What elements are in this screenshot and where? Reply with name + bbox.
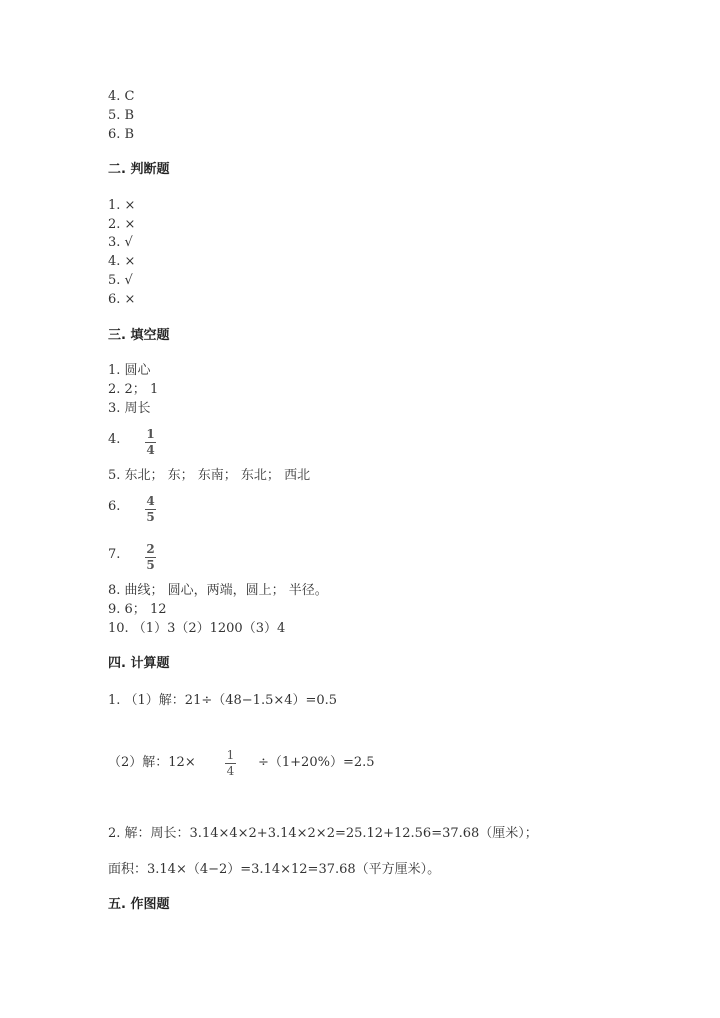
fill-answer-1: 1. 圆心 <box>108 363 151 378</box>
fraction-denominator: 4 <box>146 443 155 457</box>
fraction-numerator: 2 <box>146 542 155 556</box>
judgement-answer: 6. × <box>108 292 136 307</box>
calc-1-part-2-suffix: ÷（1+20%）=2.5 <box>258 755 375 770</box>
fill-answer-3: 3. 周长 <box>108 401 151 416</box>
fraction-two-fifths <box>145 543 156 571</box>
section-title-drawing: 五. 作图题 <box>108 897 170 912</box>
fraction-one-quarter-calc <box>225 749 236 777</box>
fill-answer-10: 10. （1）3（2）1200（3）4 <box>108 621 286 636</box>
section-title-fill-blank: 三. 填空题 <box>108 328 170 343</box>
fraction-numerator: 4 <box>146 494 155 508</box>
section-title-judgement: 二. 判断题 <box>108 162 170 177</box>
fraction-numerator: 1 <box>226 748 235 762</box>
fill-answer-4-label: 4. <box>108 432 121 447</box>
choice-answer-5: 5. B <box>108 108 135 123</box>
fraction-denominator: 5 <box>146 558 155 572</box>
calc-2-perimeter: 2. 解：周长：3.14×4×2+3.14×2×2=25.12+12.56=37.68（厘米）； <box>108 826 538 841</box>
section-title-calculation: 四. 计算题 <box>108 656 170 671</box>
judgement-answer: 3. √ <box>108 235 133 250</box>
fill-answer-9: 9. 6； 12 <box>108 602 167 617</box>
fraction-denominator: 4 <box>226 764 235 778</box>
fraction-numerator: 1 <box>146 427 155 441</box>
choice-answer-4: 4. C <box>108 89 135 104</box>
judgement-answer: 5. √ <box>108 273 133 288</box>
fill-answer-8: 8. 曲线； 圆心，两端，圆上； 半径。 <box>108 583 328 598</box>
calc-1-part-1: 1. （1）解：21÷（48−1.5×4）=0.5 <box>108 693 338 708</box>
judgement-answer: 1. × <box>108 198 136 213</box>
fill-answer-2: 2. 2； 1 <box>108 382 159 397</box>
choice-answer-6: 6. B <box>108 127 135 142</box>
judgement-answer: 4. × <box>108 254 136 269</box>
fill-answer-7-label: 7. <box>108 547 121 562</box>
fraction-four-fifths <box>145 495 156 523</box>
fill-answer-5: 5. 东北； 东； 东南； 东北； 西北 <box>108 468 311 483</box>
fraction-denominator: 5 <box>146 510 155 524</box>
calc-2-area: 面积：3.14×（4−2）=3.14×12=37.68（平方厘米）。 <box>108 862 441 877</box>
fill-answer-6-label: 6. <box>108 499 121 514</box>
fraction-one-quarter <box>145 428 156 456</box>
judgement-answer: 2. × <box>108 217 136 232</box>
calc-1-part-2-prefix: （2）解：12× <box>108 755 196 770</box>
